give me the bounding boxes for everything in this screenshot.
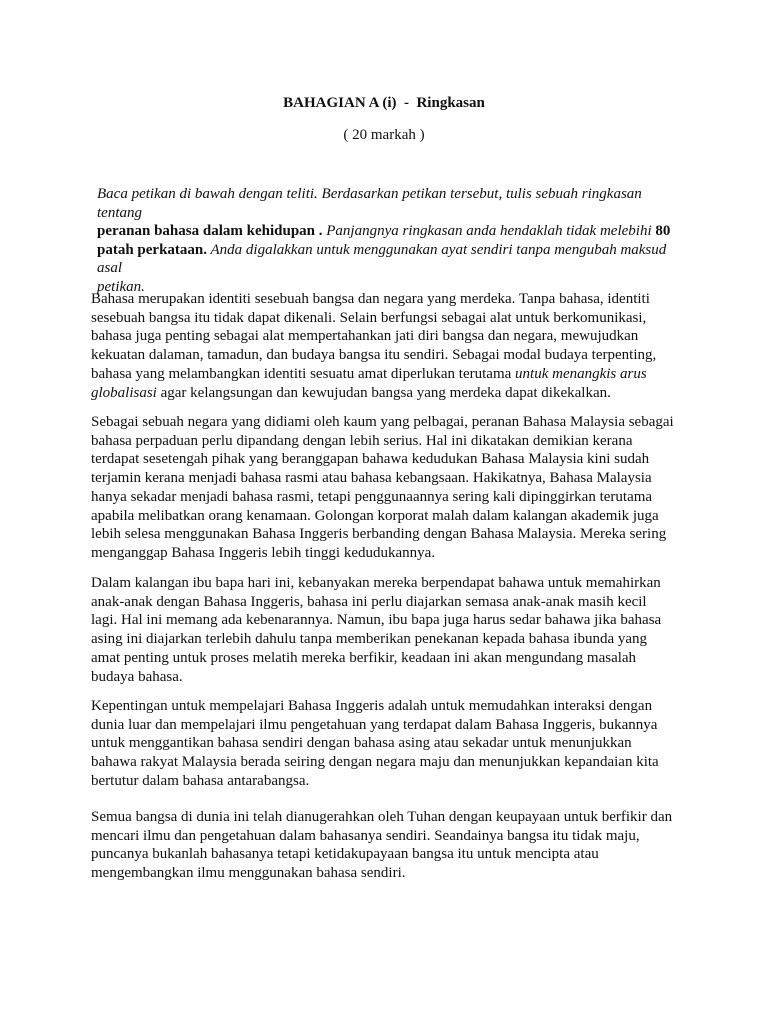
paragraph-5 — [91, 808, 691, 883]
paragraph-line: hanya sekadar menjadi bahasa rasmi, tetapi penggunaannya sering kali dipinggirkan terutama — [91, 488, 653, 505]
instruction-part-3: Anda digalakkan untuk menggunakan ayat sendiri tanpa mengubah maksud asal — [97, 241, 667, 276]
paragraph-line: bahawa rakyat Malaysia berada seiring dengan negara maju dan menunjukkan kepandaian kita — [91, 754, 659, 771]
paragraph-line: asing ini diajarkan terlebih dahulu tanpa memberikan penekanan kepada bahasa ibunda yang — [91, 631, 648, 648]
paragraph-line: apabila melibatkan orang kenamaan. Golongan korporat malah dalam kalangan akademik juga — [91, 507, 659, 524]
paragraph-line: anak-anak dengan Bahasa Inggeris, bahasa ini perlu diajarkan semasa anak-anak masih kecil — [91, 593, 647, 610]
paragraph-line: Semua bangsa di dunia ini telah dianugerahkan oleh Tuhan dengan keupayaan untuk berfikir dan — [91, 809, 673, 825]
paragraph-line: Sebagai sebuah negara yang didiami oleh kaum yang pelbagai, peranan Bahasa Malaysia sebagai — [91, 414, 674, 430]
paragraph-line: bertutur dalam bahasa antarabangsa. — [91, 772, 310, 789]
paragraph-line: mencari ilmu dan pengetahuan dalam bahasanya sendiri. Seandainya bangsa itu tidak maju, — [91, 827, 640, 844]
paragraph-line: terjamin kerana menjadi bahasa rasmi atau bahasa kebangsaan. Hakikatnya, Bahasa Malaysia — [91, 470, 652, 487]
paragraph-text: agar kelangsungan dan kewujudan bangsa yang merdeka dapat dikekalkan. — [156, 384, 611, 401]
paragraph-line: puncanya bukanlah bahasanya tetapi ketidakupayaan bangsa itu untuk mencipta atau — [91, 846, 599, 863]
instruction-topic: peranan bahasa dalam kehidupan . — [97, 223, 323, 239]
paragraph-line: bahasa juga penting sebagai alat mempertahankan jati diri bangsa dan negara, mewujudkan — [91, 328, 639, 345]
instruction-word-unit: patah perkataan. — [97, 241, 208, 258]
instruction-text — [97, 185, 687, 296]
paragraph-4 — [91, 697, 691, 791]
paragraph-line: Dalam kalangan ibu bapa hari ini, kebanyakan mereka berpendapat bahawa untuk memahirkan — [91, 575, 661, 591]
paragraph-2 — [91, 413, 691, 563]
paragraph-text: bahasa yang melambangkan identiti sesuatu amat diperlukan terutama — [91, 365, 516, 382]
paragraph-line: Bahasa merupakan identiti sesebuah bangsa dan negara yang merdeka. Tanpa bahasa, identiti — [91, 291, 650, 307]
paragraph-line: bahasa perpaduan perlu dipandang dengan lebih serius. Hal ini dikatakan demikian kerana — [91, 432, 633, 449]
section-title: BAHAGIAN A (i) - Ringkasan — [283, 95, 485, 111]
paragraph-line — [91, 384, 691, 403]
paragraph-emphasis: untuk menangkis arus — [515, 365, 647, 382]
instruction-part-1: Baca petikan di bawah dengan teliti. Berdasarkan petikan tersebut, tulis sebuah ringkasan tentang — [97, 186, 642, 221]
paragraph-line — [91, 365, 691, 384]
paragraph-line: terdapat sesetengah pihak yang beranggapan bahawa kedudukan Bahasa Malaysia kini sudah — [91, 451, 650, 468]
instruction-word-count: 80 — [655, 223, 671, 239]
paragraph-line: dunia luar dan mempelajari ilmu pengetahuan yang terdapat dalam Bahasa Inggeris, bukannya — [91, 716, 658, 733]
instruction-part-4: petikan. — [97, 278, 145, 295]
paragraph-line: kekuatan dalaman, tamadun, dan budaya bangsa itu sendiri. Sebagai modal budaya terpenting, — [91, 347, 657, 364]
paragraph-emphasis: globalisasi — [91, 384, 157, 401]
marks-label: ( 20 markah ) — [343, 127, 425, 143]
instruction-part-2: Panjangnya ringkasan anda hendaklah tidak melebihi — [322, 223, 656, 239]
paragraph-line: sesebuah bangsa itu tidak dapat dikenali. Selain berfungsi sebagai alat untuk berkomunikasi, — [91, 309, 647, 326]
paragraph-line: untuk menggantikan bahasa sendiri dengan bahasa asing atau sekadar untuk menunjukkan — [91, 735, 632, 752]
paragraph-3 — [91, 574, 691, 686]
paragraph-line: lebih selesa menggunakan Bahasa Inggeris berbanding dengan Bahasa Malaysia. Mereka sering — [91, 526, 667, 543]
paragraph-line: amat penting untuk proses melatih mereka berfikir, keadaan ini akan mengundang masalah — [91, 649, 637, 666]
paragraph-line: budaya bahasa. — [91, 668, 183, 685]
paragraph-line: mengembangkan ilmu menggunakan bahasa sendiri. — [91, 865, 406, 882]
paragraph-line: menganggap Bahasa Inggeris lebih tinggi kedudukannya. — [91, 544, 436, 561]
paragraph-line: Kepentingan untuk mempelajari Bahasa Inggeris adalah untuk memudahkan interaksi dengan — [91, 698, 653, 714]
paragraph-line: lagi. Hal ini memang ada kebenarannya. Namun, ibu bapa juga harus sedar bahawa jika bahasa — [91, 612, 662, 629]
paragraph-1 — [91, 290, 691, 402]
